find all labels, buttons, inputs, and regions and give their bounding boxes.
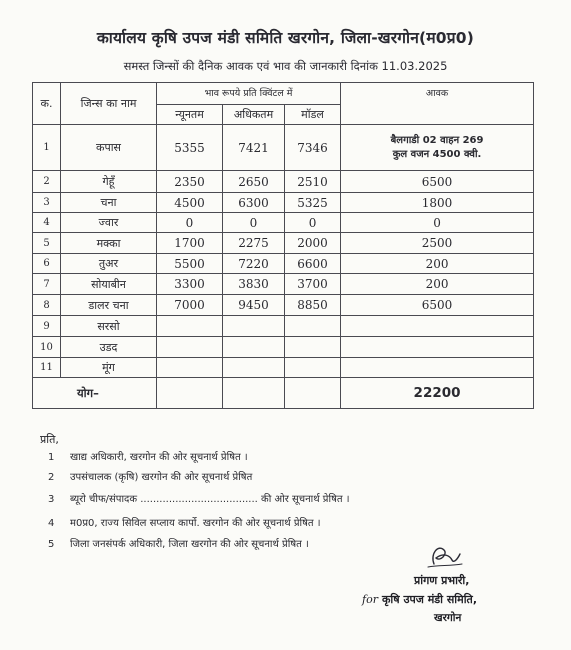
table-row [33,213,534,233]
copy-number: 3 [48,494,55,505]
table-row [33,274,534,295]
table-row [33,125,534,171]
row-modal: 2510 [285,171,341,193]
row-arrival: 200 [341,254,534,274]
copy-text: म0प्र0, राज्य सिविल सप्लाय कार्पो. खरगोन की ओर सूचनार्थ प्रेषित । [70,518,321,529]
market-rate-table [32,82,534,409]
row-serial: 8 [33,295,61,316]
header-price-group: भाव रूपये प्रति क्विंटल में [157,83,341,105]
arrival-detail-line2: कुल वजन 4500 क्वी. [392,148,482,160]
report-subtitle: समस्त जिन्सों की दैनिक आवक एवं भाव की जानकारी दिनांक 11.03.2025 [123,59,448,73]
row-commodity: सोयाबीन [61,274,157,295]
row-max: 9450 [223,295,285,316]
row-serial: 6 [33,254,61,274]
office-title: कार्यालय कृषि उपज मंडी समिति खरगोन, जिला-खरगोन(म0प्र0) [96,29,475,47]
row-arrival: 1800 [341,193,534,213]
copy-to-label: प्रति, [40,433,59,446]
signature-for-prefix: for [362,593,378,606]
row-max: 7421 [223,125,285,171]
row-min: 5500 [157,254,223,274]
row-modal: 3700 [285,274,341,295]
row-serial: 3 [33,193,61,213]
copy-recipient [48,515,321,529]
row-modal [285,337,341,358]
total-label: योग– [33,378,157,409]
row-min: 2350 [157,171,223,193]
row-max: 2650 [223,171,285,193]
copy-recipient [48,536,309,550]
row-max [223,337,285,358]
row-modal: 5325 [285,193,341,213]
row-min: 4500 [157,193,223,213]
table-row [33,316,534,337]
row-commodity: गेहूँ [61,171,157,193]
table-row [33,233,534,254]
row-max [223,316,285,337]
row-arrival [341,337,534,358]
row-min: 7000 [157,295,223,316]
row-serial: 1 [33,125,61,171]
row-commodity: तुअर [61,254,157,274]
handwritten-signature [424,540,464,572]
copy-number: 5 [48,539,55,550]
row-max: 3830 [223,274,285,295]
header-max: अधिकतम [223,105,285,125]
header-serial: क. [33,83,61,125]
row-min: 5355 [157,125,223,171]
row-serial: 4 [33,213,61,233]
row-commodity: उडद [61,337,157,358]
header-min: न्यूनतम [157,105,223,125]
row-max [223,358,285,378]
copy-number: 4 [48,518,55,529]
row-modal: 7346 [285,125,341,171]
table-row [33,337,534,358]
row-commodity: डालर चना [61,295,157,316]
row-arrival: 6500 [341,171,534,193]
signatory-location: खरगोन [434,612,462,624]
copy-number: 2 [48,472,55,483]
row-serial: 5 [33,233,61,254]
row-commodity: मक्का [61,233,157,254]
signatory-committee-name: कृषि उपज मंडी समिति, [381,593,478,606]
row-max: 7220 [223,254,285,274]
header-modal: मॉडल [285,105,341,125]
row-modal: 2000 [285,233,341,254]
row-max: 0 [223,213,285,233]
row-modal [285,316,341,337]
row-modal: 8850 [285,295,341,316]
copy-recipient [48,469,252,483]
header-commodity: जिन्स का नाम [61,83,157,125]
row-modal [285,358,341,378]
copy-text: ब्यूरो चीफ/संपादक ..................................... की ओर सूचनार्थ प्रेषित । [70,494,350,505]
table-row [33,358,534,378]
arrival-detail-line1: बैलगाडी 02 वाहन 269 [390,134,484,146]
row-modal: 6600 [285,254,341,274]
table-row [33,295,534,316]
total-arrival: 22200 [341,378,534,409]
copy-number: 1 [48,452,55,463]
row-max: 6300 [223,193,285,213]
copy-text: उपसंचालक (कृषि) खरगोन की ओर सूचनार्थ प्रेषित [70,472,253,483]
row-commodity: मूंग [61,358,157,378]
table-total-row [33,378,534,409]
row-arrival: 6500 [341,295,534,316]
row-min: 1700 [157,233,223,254]
signatory-title: प्रांगण प्रभारी, [414,574,470,587]
row-min [157,358,223,378]
table-row [33,193,534,213]
row-serial: 11 [33,358,61,378]
table-row [33,254,534,274]
row-max: 2275 [223,233,285,254]
row-min [157,316,223,337]
row-min: 0 [157,213,223,233]
row-serial: 9 [33,316,61,337]
row-arrival: 2500 [341,233,534,254]
copy-text: खाद्य अधिकारी, खरगोन की ओर सूचनार्थ प्रेषित । [70,452,248,463]
row-serial: 10 [33,337,61,358]
row-commodity: ज्वार [61,213,157,233]
row-serial: 7 [33,274,61,295]
header-arrival: आवक [341,83,534,125]
row-arrival [341,358,534,378]
row-arrival [341,125,534,171]
signatory-committee [362,592,477,607]
row-serial: 2 [33,171,61,193]
row-commodity: कपास [61,125,157,171]
row-min: 3300 [157,274,223,295]
row-min [157,337,223,358]
copy-recipient [48,449,248,463]
copy-recipient [48,491,350,505]
copy-text: जिला जनसंपर्क अधिकारी, जिला खरगोन की ओर सूचनार्थ प्रेषित । [70,539,309,550]
row-commodity: चना [61,193,157,213]
row-modal: 0 [285,213,341,233]
row-commodity: सरसो [61,316,157,337]
row-arrival: 0 [341,213,534,233]
row-arrival [341,316,534,337]
row-arrival: 200 [341,274,534,295]
table-row [33,171,534,193]
